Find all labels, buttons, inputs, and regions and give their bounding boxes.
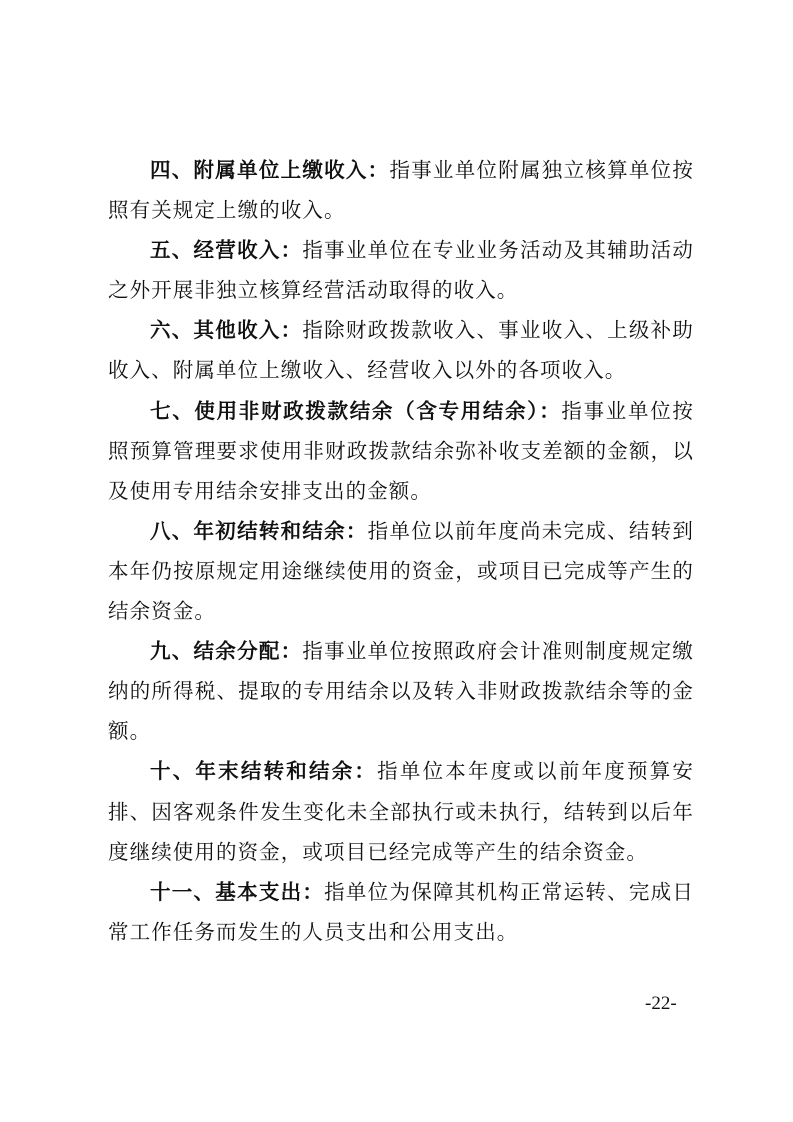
definition-paragraph-8 bbox=[108, 511, 694, 631]
definition-paragraph-5 bbox=[108, 230, 694, 310]
definition-text: 指事业单位按照预算管理要求使用非财政拨款结余弥补收支差额的金额，以及使用专用结余安排支出的金额。 bbox=[108, 398, 694, 503]
definition-term: 七、使用非财政拨款结余（含专用结余）： bbox=[150, 398, 562, 423]
document-body bbox=[108, 150, 694, 952]
definition-text: 指单位以前年度尚未完成、结转到本年仍按原规定用途继续使用的资金，或项目已完成等产生的结余资金。 bbox=[108, 518, 695, 624]
definition-term: 四、附属单位上缴收入： bbox=[150, 158, 390, 182]
definition-paragraph-6 bbox=[108, 310, 694, 390]
definition-term: 九、结余分配： bbox=[150, 639, 303, 664]
definition-paragraph-10 bbox=[108, 751, 694, 871]
definition-text: 指除财政拨款收入、事业收入、上级补助收入、附属单位上缴收入、经营收入以外的各项收入。 bbox=[108, 318, 694, 383]
definition-term: 六、其他收入： bbox=[150, 318, 303, 343]
definition-paragraph-11 bbox=[108, 872, 694, 952]
definition-term: 十、年末结转和结余： bbox=[150, 759, 378, 784]
definition-text: 指事业单位附属独立核算单位按照有关规定上缴的收入。 bbox=[108, 158, 694, 223]
definition-text: 指事业单位按照政府会计准则制度规定缴纳的所得税、提取的专用结余以及转入非财政拨款结余等的金额。 bbox=[108, 639, 694, 744]
definition-paragraph-4 bbox=[108, 150, 694, 230]
definition-text: 指单位本年度或以前年度预算安排、因客观条件发生变化未全部执行或未执行，结转到以后年度继续使用的资金，或项目已经完成等产生的结余资金。 bbox=[108, 759, 695, 864]
definition-paragraph-9 bbox=[108, 631, 694, 751]
definition-paragraph-7 bbox=[108, 391, 694, 511]
definition-text: 指单位为保障其机构正常运转、完成日常工作任务而发生的人员支出和公用支出。 bbox=[108, 879, 694, 944]
definition-term: 五、经营收入： bbox=[150, 238, 303, 263]
definition-term: 十一、基本支出： bbox=[150, 879, 325, 904]
definition-text: 指事业单位在专业业务活动及其辅助活动之外开展非独立核算经营活动取得的收入。 bbox=[108, 238, 694, 303]
definition-term: 八、年初结转和结余： bbox=[150, 518, 368, 543]
page-number: -22- bbox=[645, 993, 677, 1014]
